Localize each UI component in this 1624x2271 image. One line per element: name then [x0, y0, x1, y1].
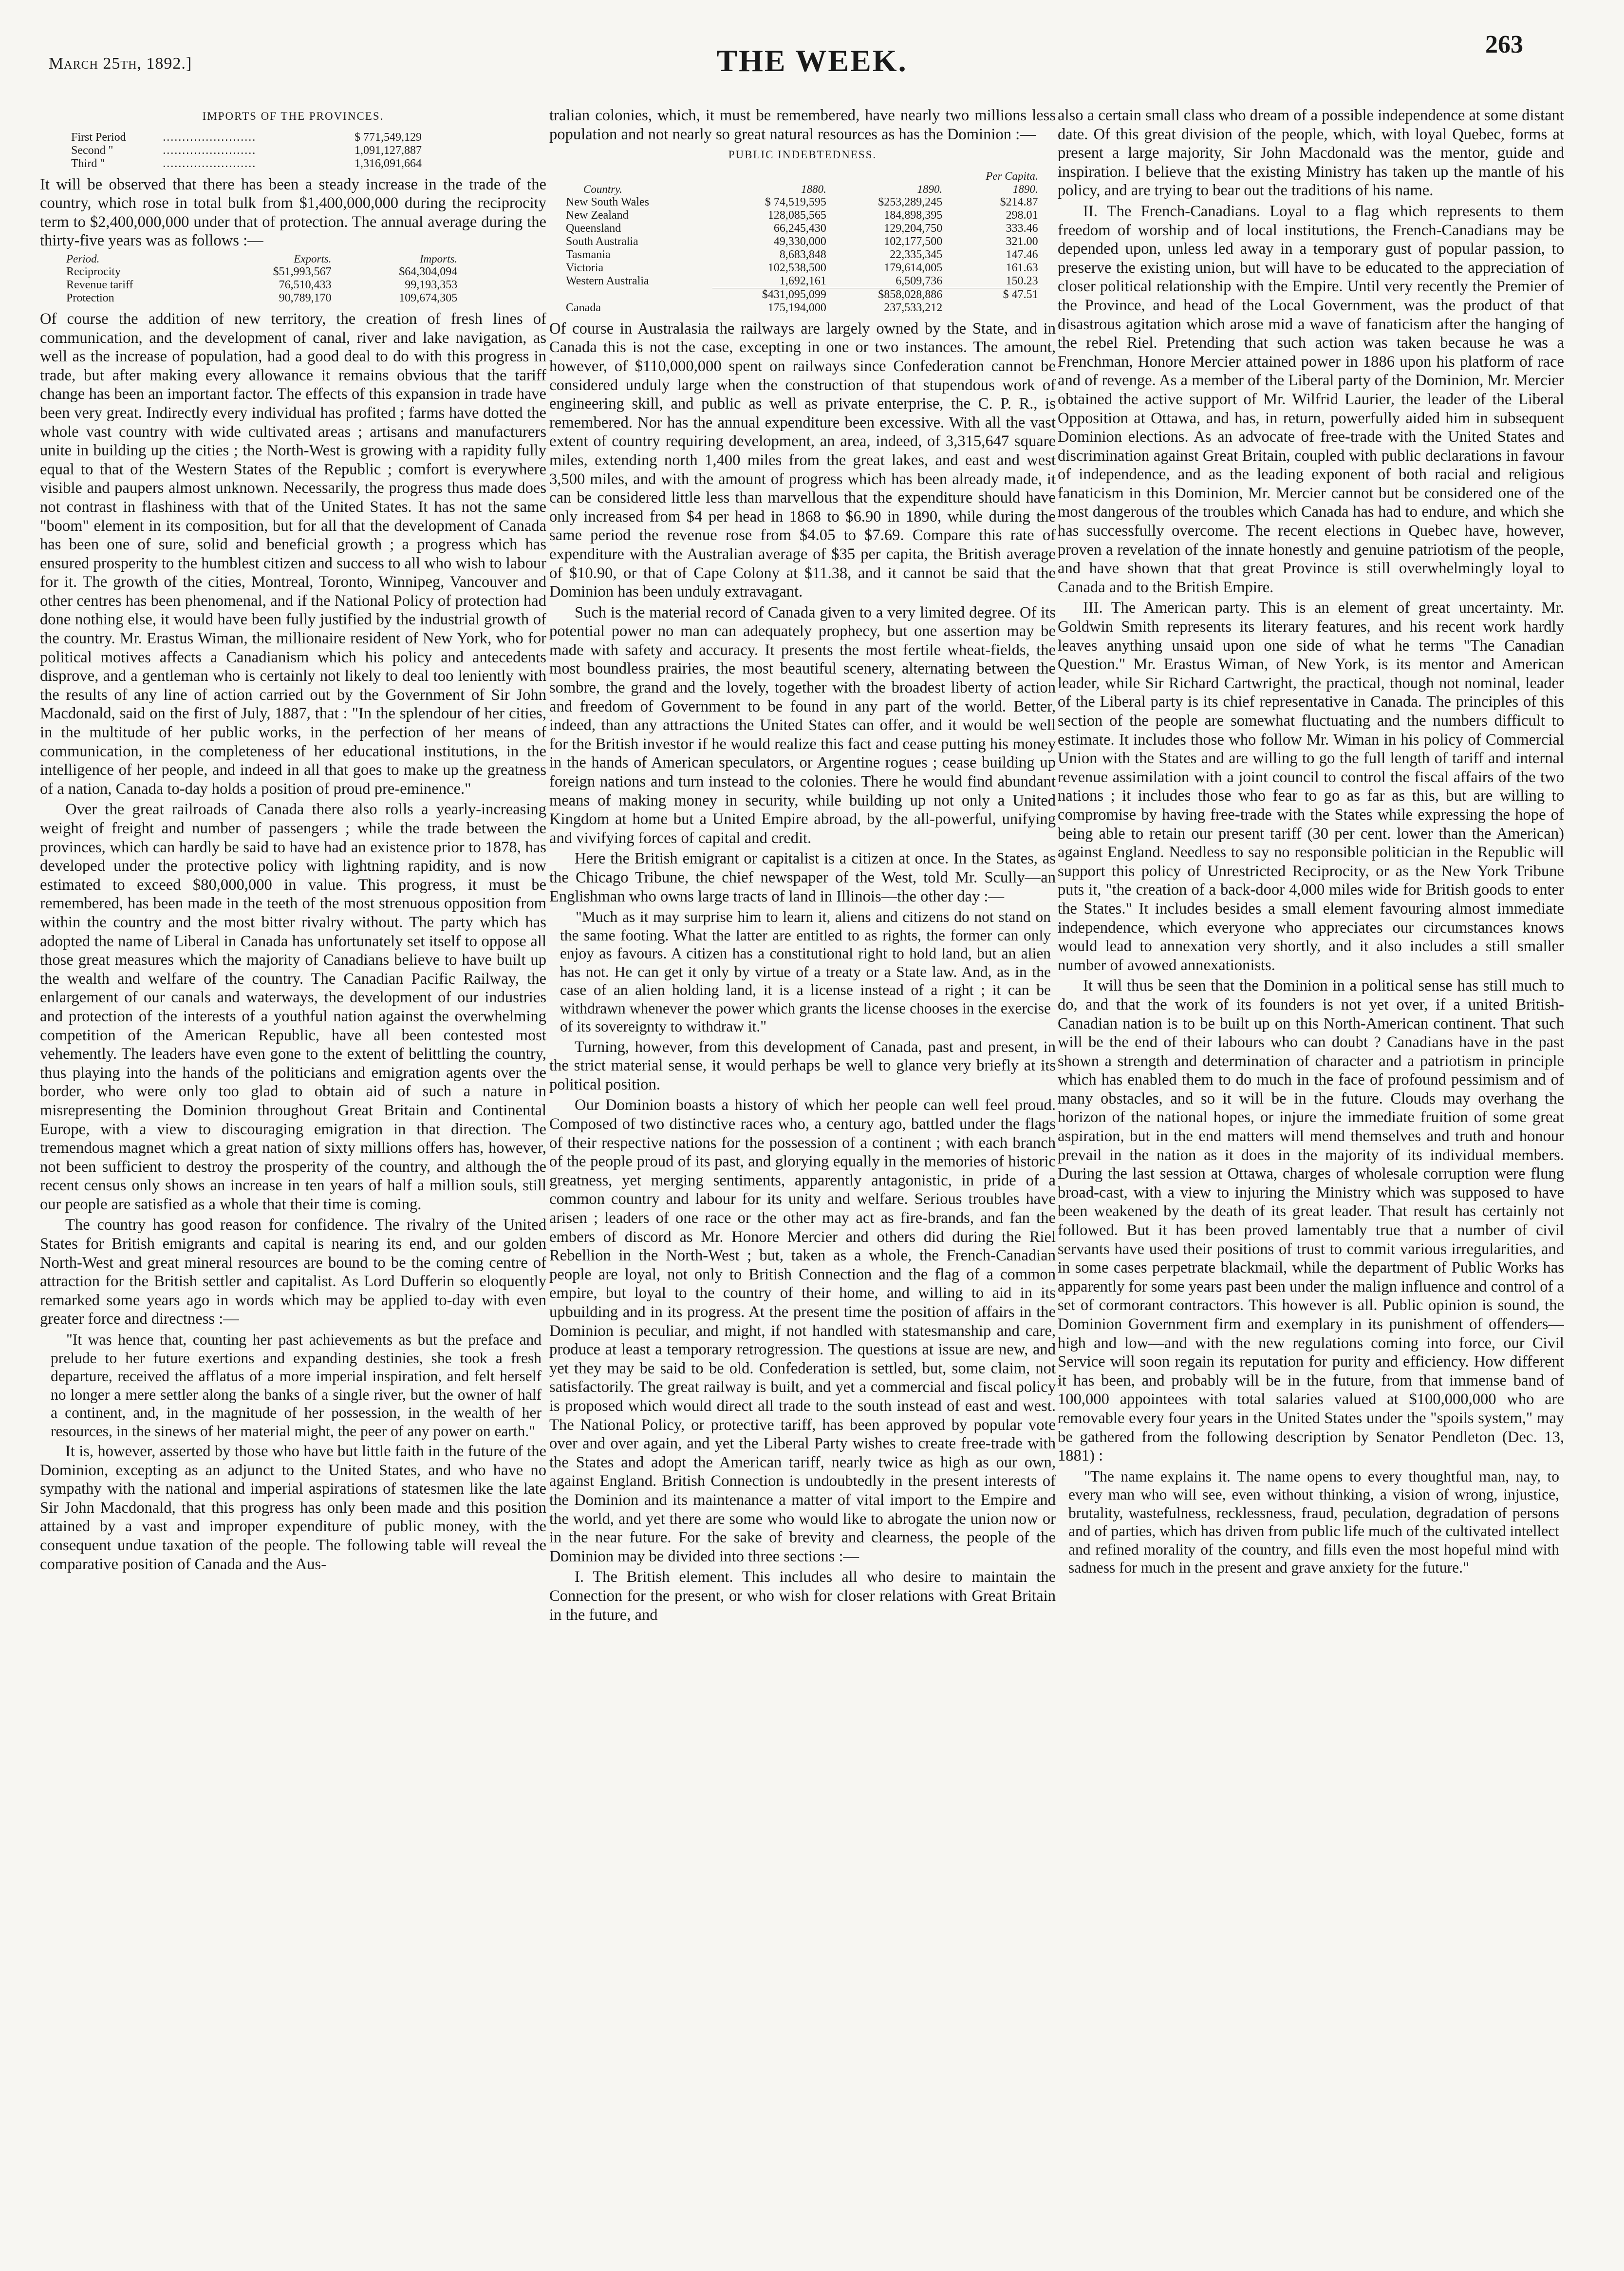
- paragraph: It will be observed that there has been a steady increase in the trade of the country, which rose in total bulk from $1,400,000,000 during the reciprocity term to $2,400,000,000 under that of protection. The annual average during the thirty-five years was as follows :—: [40, 175, 546, 250]
- table-header: Per Capita.: [986, 169, 1038, 182]
- table-cell: 175,194,000: [767, 301, 826, 314]
- table-row: [564, 196, 1040, 209]
- table-cell: New Zealand: [566, 208, 629, 222]
- column-3: [1058, 106, 1564, 2249]
- imports-table-caption: IMPORTS OF THE PROVINCES.: [202, 110, 384, 122]
- table-cell: 6,509,736: [896, 274, 943, 287]
- table-cell: Second ": [71, 144, 113, 157]
- table-header: Exports.: [294, 252, 332, 265]
- table-cell: 333.46: [1006, 222, 1038, 235]
- table-row: [69, 157, 424, 170]
- table-cell: 102,177,500: [884, 235, 943, 248]
- paragraph: It is, however, asserted by those who have but little faith in the future of the Dominion, excepting as an adjunct to the United States, and who have no sympathy with the national and imperial aspirations of statesmen like the late Sir John Macdonald, that this progress has only been made and this position attained by a vast and improper expenditure of public money, with the consequent undue taxation of the people. The following table will reveal the comparative position of Canada and the Aus-: [40, 1443, 546, 1573]
- table-row: [564, 235, 1040, 248]
- table-cell: [944, 301, 1040, 315]
- block-quote: "Much as it may surprise him to learn it, aliens and citizens do not stand on the same footing. What the latter are entitled to as rights, the former can only enjoy as favours. A citizen has a constitutional right to hold land, but an alien has not. He can get it only by virtue of a treaty or a State law. And, as in the case of an alien holding land, it is a license instead of a right ; it can be withdrawn whenever the power which grants the license chooses in the exercise of its sovereignty to withdraw it.": [560, 908, 1051, 1035]
- debt-table: [564, 169, 1040, 315]
- table-row: [64, 265, 459, 279]
- table-header: Country.: [583, 183, 622, 195]
- table-header-row: [64, 252, 459, 265]
- table-cell: 90,789,170: [279, 291, 332, 304]
- table-row: [564, 275, 1040, 288]
- table-cell: Western Australia: [566, 274, 649, 287]
- paragraph: I. The British element. This includes all who desire to maintain the Connection for the present, or who wish for closer relations with Great Britain in the future, and: [549, 1568, 1056, 1624]
- table-cell: Tasmania: [566, 248, 611, 261]
- table-header: Period.: [66, 252, 100, 265]
- page-number: 263: [1485, 31, 1523, 58]
- block-quote: "It was hence that, counting her past achievements as but the preface and prelude to her future exertions and expanding destinies, she took a fresh departure, received the afflatus of a more imperial inspiration, and felt herself no longer a mere settler along the banks of a single river, but the owner of half a continent, and, in the magnitude of her possession, in the wealth of her resources, in the sinews of her material might, the peer of any power on earth.": [51, 1331, 541, 1440]
- table-cell: $ 74,519,595: [765, 195, 826, 208]
- table-cell: 1,692,161: [779, 274, 826, 287]
- paragraph: Here the British emigrant or capitalist is a citizen at once. In the States, as the Chicago Tribune, the chief newspaper of the West, told Mr. Scully—an Englishman who owns large tracts of land in Illinois—the other day :—: [549, 850, 1056, 905]
- paragraph: Such is the material record of Canada given to a very limited degree. Of its potential power no man can adequately prophecy, but one assertion may be made with safety and accuracy. It presents the most fertile wheat-fields, the most boundless prairies, the most beautiful scenery, alternating between the sombre, the grand and the lovely, together with the broadest liberty of action and freedom of Government to be found in any part of the world. Better, indeed, than any attractions the United States can offer, and it would be well for the British investor if he would realize this fact and cease putting his money in the hands of American speculators, or Argentine rogues ; cease building up foreign nations and turn instead to the colonies. There he would find abundant means of making money in security, while building up not only a United Kingdom at home but a United Empire abroad, by the all-powerful, unifying and vivifying forces of capital and credit.: [549, 603, 1056, 847]
- table-cell: 147.46: [1006, 248, 1038, 261]
- paragraph: Over the great railroads of Canada there also rolls a yearly-increasing weight of freight and number of passengers ; while the trade between the provinces, which can hardly be said to have had an existence prior to 1878, has developed under the protective policy with lightning rapidity, and is now estimated to exceed $80,000,000 in value. This progress, it must be remembered, has been made in the teeth of the most strenuous opposition from within the country and the most bitter rivalry without. The party which has adopted the name of Liberal in Canada has unfortunately set itself to oppose all those great measures which the majority of Canadians believe to have built up the wealth and welfare of the country. The Canadian Pacific Railway, the enlargement of our canals and waterways, the development of our industries and protection of the interests of a youthful nation against the overwhelming competition of the American Republic, have all been contested most vehemently. The leaders have even gone to the extent of belittling the country, thus playing into the hands of the politicians and emigration agents over the border, who were only too glad to obtain aid of such a nature in misrepresenting the Dominion throughout Great Britain and Continental Europe, with a view to discouraging emigration in that direction. The tremendous magnet which a great nation of sixty millions offers has, however, not been sufficient to destroy the prosperity of the country, and although the recent census only shows an increase in ten years of half a million souls, still our people are satisfied as a whole that their time is coming.: [40, 801, 546, 1213]
- table-row: [564, 248, 1040, 262]
- table-cell: 8,683,848: [779, 248, 826, 261]
- paragraph: tralian colonies, which, it must be remembered, have nearly two millions less population and not nearly so great natural resources as has the Dominion :—: [549, 107, 1056, 143]
- table-cell: 109,674,305: [399, 291, 458, 304]
- leader-dots: ........................: [163, 144, 257, 157]
- table-header: 1880.: [801, 183, 826, 195]
- table-cell: $51,993,567: [273, 265, 332, 278]
- table-row: [69, 144, 424, 157]
- paragraph: Our Dominion boasts a history of which her people can well feel proud. Composed of two distinctive races who, a century ago, battled under the flags of their respective nations for the possession of a continent ; with each branch of the people proud of its past, and glorying equally in the memories of historic greatness, yet merging sentiments, apparently antagonistic, in pride of a common country and labour for its unity and welfare. Serious troubles have arisen ; leaders of one race or the other may act as fire-brands, and fan the embers of discord as Mr. Honore Mercier and others did during the Riel Rebellion in the North-West ; but, taken as a whole, the French-Canadian people are loyal, not only to British Connection and the flag of a common empire, but loyal to the country of their home, and willing to aid in its upbuilding and in its progress. At the present time the position of affairs in the Dominion is peculiar, and might, if not handled with statesmanship and care, produce at least a temporary retrogression. The questions at issue are new, and yet they may be said to be old. Confederation is settled, but, some claim, not satisfactorily. The great railway is built, and yet a commercial and fiscal policy is proposed which would direct all trade to the south instead of east and west. The National Policy, or protective tariff, has been approved by popular vote over and over again, and yet the Liberal Party wishes to create free-trade with the States and adopt the American tariff, nearly twice as high as our own, against England. British Connection is undoubtedly in the present interests of the Dominion and its maintenance a matter of vital import to the Empire and the world, and yet there are some who would like to abrogate the union now or in the near future. For the sake of brevity and clearness, the people of the Dominion may be divided into three sections :—: [549, 1096, 1056, 1565]
- table-row: [69, 131, 424, 144]
- table-cell: $858,028,886: [828, 288, 944, 301]
- table-header: 1890.: [917, 183, 943, 195]
- table-cell: New South Wales: [566, 195, 649, 208]
- table-row: [564, 209, 1040, 222]
- table-row: [564, 262, 1040, 275]
- table-cell: Reciprocity: [66, 265, 121, 278]
- paragraph: It will thus be seen that the Dominion in a political sense has still much to do, and that the work of its founders is not yet over, if a united British-Canadian nation is to be built up on this North-American continent. That such will be the end of their labours who can doubt ? Canadians have in the past shown a strength and determination of character and a patriotism in principle which has enabled them to do much in the face of profound pessimism and of many obstacles, and so it will be in the future. Clouds may overhang the horizon of the national hopes, or injure the immediate fruition of some great aspiration, but in the end matters will mend themselves and truth and honour prevail in the nation as it does in the majority of its individual members. During the last session at Ottawa, charges of wholesale corruption were flung broad-cast, with a view to injuring the Ministry which was supposed to have been weakened by the death of its great leader. That result has certainly not followed. But it has been proved lamentably true that a number of civil servants have used their positions of trust to commit various irregularities, and in some cases perpetrate blackmail, while the department of Public Works has apparently for some years past been under the malign influence and control of a set of cormorant contractors. This however is all. Public opinion is sound, the Dominion Government firm and exemplary in its punishment of offenders—high and low—and with the new regulations coming into force, our Civil Service will soon regain its reputation for purity and efficiency. How different it has been, and probably will be in the future, from that immense band of 100,000 appointees with total salaries valued at $100,000,000 who are removable every four years in the United States under the "spoils system," may be gathered from the following description by Senator Pendleton (Dec. 13, 1881) :: [1058, 977, 1564, 1465]
- column-2: [549, 106, 1056, 2249]
- table-cell: $64,304,094: [399, 265, 458, 278]
- table-cell: 298.01: [1006, 208, 1038, 222]
- table-cell: $ 47.51: [944, 288, 1040, 301]
- table-cell: First Period: [71, 131, 126, 144]
- table-row: [64, 279, 459, 292]
- table-cell: 237,533,212: [884, 301, 943, 314]
- table-cell: Canada: [566, 301, 601, 314]
- leader-dots: ........................: [163, 131, 257, 144]
- block-quote: "The name explains it. The name opens to every thoughtful man, nay, to every man who will see, even without thinking, a vision of wrong, injustice, brutality, wastefulness, recklessness, fraud, peculation, degradation of persons and of parties, which has driven from public life much of the cultivated intellect and refined morality of the country, and fills even the most hopeful mind with sadness for much in the present and grave anxiety for the future.": [1068, 1467, 1559, 1577]
- table-header: 1890.: [1012, 183, 1038, 195]
- table-header: Imports.: [419, 252, 458, 265]
- table-row: [564, 222, 1040, 235]
- table-cell: 161.63: [1006, 261, 1038, 274]
- table-cell: $ 771,549,129: [355, 131, 422, 144]
- table-cell: [564, 288, 712, 301]
- paragraph: also a certain small class who dream of a possible independence at some distant date. Of this great division of the people, which, with loyal Quebec, forms at present a large majority, Sir John Macdonald was the mentor, guide and inspiration. I believe that the existing Ministry has taken up the mantle of his policy, and are trying to bear out the traditions of his name.: [1058, 107, 1564, 200]
- paragraph: Of course in Australasia the railways are largely owned by the State, and in Canada this is not the case, excepting in one or two instances. The amount, however, of $110,000,000 spent on railways since Confederation cannot be considered unduly large when the construction of that stupendous work of engineering skill, and public as well as private enterprise, the C. P. R., is remembered. Nor has the annual expenditure been excessive. With all the vast extent of country requiring development, an area, indeed, of 3,315,647 square miles, extending north 1,400 miles from the great lakes, and east and west 3,500 miles, and with the amount of progress which has been already made, it can be considered little less than marvellous that the expenditure should have only increased from $4 per head in 1868 to $6.90 in 1890, while during the same period the revenue rose from $4.05 to $7.69. Compare this rate of expenditure with the Australian average of $35 per capita, the British average of $10.90, or that of Cape Colony at $11.38, and it cannot be said that the Dominion has been unduly extravagant.: [549, 319, 1056, 601]
- table-cell: Protection: [66, 291, 114, 304]
- table-cell: 128,085,565: [767, 208, 826, 222]
- period-table: [64, 252, 459, 305]
- table-header-row: [564, 169, 1040, 183]
- issue-date: March 25th, 1892.]: [49, 55, 192, 73]
- table-cell: 22,335,345: [890, 248, 943, 261]
- table-cell: 76,510,433: [279, 278, 332, 291]
- paragraph: Of course the addition of new territory, the creation of fresh lines of communication, and the development of canal, river and lake navigation, as well as the increase of population, had a good deal to do with this progress in trade, but after making every allowance it remains obvious that the tariff change has been an important factor. The effects of this expansion in trade have been very great. Indirectly every individual has profited ; farms have dotted the whole vast country with wide cultivated areas ; artisans and manufacturers unite in building up the cities ; the North-West is growing with a rapidity fully equal to that of the Western States of the Republic ; comfort is everywhere visible and paupers almost unknown. Necessarily, the progress thus made does not contrast in flashiness with that of the United States. It has not the same "boom" element in its composition, but for all that the development of Canada has been one of sure, solid and beneficial growth ; a progress which has ensured prosperity to the humblest citizen and success to all who wish to labour for it. The growth of the cities, Montreal, Toronto, Winnipeg, Vancouver and other centres has been phenomenal, and if the National Policy of protection had done nothing else, it would have been fully justified by the industrial growth of the country. Mr. Erastus Wiman, the millionaire resident of New York, who for political motives affects a Canadianism which his policy and antecedents disprove, and a gentleman who is certainly not likely to deal too leniently with the results of any line of action carried out by the Government of Sir John Macdonald, said on the first of July, 1887, that : "In the splendour of her cities, in the multitude of her public works, in the perfection of her means of communication, in the completeness of her educational institutions, in the intelligence of her people, and indeed in all that goes to make up the greatness of a nation, Canada to-day holds a position of proud pre-eminence.": [40, 310, 546, 798]
- table-cell: Third ": [71, 157, 105, 170]
- table-cell: $431,095,099: [712, 288, 828, 301]
- paragraph: The country has good reason for confidence. The rivalry of the United States for British emigrants and capital is nearing its end, and our golden North-West and great mineral resources are bound to be the coming centre of attraction for the British settler and capitalist. As Lord Dufferin so eloquently remarked some years ago in words which may be applied to-day with even greater force and directness :—: [40, 1216, 546, 1328]
- table-cell: 179,614,005: [884, 261, 943, 274]
- debt-table-caption: PUBLIC INDEBTEDNESS.: [728, 149, 877, 161]
- table-cell: $214.87: [1000, 195, 1038, 208]
- paragraph: III. The American party. This is an element of great uncertainty. Mr. Goldwin Smith represents its literary features, and his recent work hardly leaves anything unsaid upon one side of what he terms "The Canadian Question." Mr. Erastus Wiman, of New York, is its mentor and American leader, while Sir Richard Cartwright, the practical, though not nominal, leader of the Liberal party is its chief representative in Canada. The principles of this section of the people are somewhat fluctuating and the numbers difficult to estimate. It includes those who follow Mr. Wiman in his policy of Commercial Union with the States and are willing to go the full length of tariff and internal revenue assimilation with a joint council to control the fiscal affairs of the two nations ; it includes those who fear to go as far as this, but are willing to compromise by having free-trade with the States while expressing the hope of being able to retain our present tariff (30 per cent. lower than the American) against England. Needless to say no responsible politician in the Republic will support this policy of Unrestricted Reciprocity, or as the New York Tribune puts it, "the creation of a back-door 4,000 miles wide for British goods to enter the States." It includes besides a small element favouring almost immediate independence, which everyone who appreciates our circumstances knows would lead to annexation very shortly, and it also includes a still smaller number of avowed annexationists.: [1058, 599, 1564, 974]
- table-cell: 102,538,500: [767, 261, 826, 274]
- table-cell: 321.00: [1006, 235, 1038, 248]
- table-cell: 66,245,430: [773, 222, 826, 235]
- table-total-row: [564, 288, 1040, 301]
- table-cell: 184,898,395: [884, 208, 943, 222]
- table-row: [64, 292, 459, 305]
- leader-dots: ........................: [163, 157, 257, 170]
- table-cell: 49,330,000: [773, 235, 826, 248]
- paragraph: II. The French-Canadians. Loyal to a flag which represents to them freedom of worship and of local institutions, the French-Canadians may be depended upon, unless led away in a temporary gust of popular passion, to preserve the existing union, but will have to be educated to the appreciation of closer political relationship with the Empire. Until very recently the Premier of the Province, and head of the Local Government, was the product of that disastrous agitation which arose mid a wave of fanaticism after the hanging of the rebel Riel. Pretending that such action was taken because he was a Frenchman, Honore Mercier attained power in 1886 upon his platform of race and of revenge. As a member of the Liberal party of the Dominion, Mr. Mercier obtained the active support of Mr. Wilfrid Laurier, the leader of the Liberal Opposition at Ottawa, and has, in return, powerfully aided him in subsequent Dominion elections. As an advocate of free-trade with the United States and discrimination against Great Britain, coupled with public declarations in favour of independence, and as the leading exponent of both racial and religious fanaticism in this Dominion, Mr. Mercier cannot but be considered one of the most dangerous of the troubles which Canada has had to endure, and which she has successfully overcome. The recent elections in Quebec have, however, proven a revelation of the innate honestly and genuine patriotism of the people, and have shown that that great Province is still overwhelmingly loyal to Canada and to the British Empire.: [1058, 202, 1564, 596]
- table-cell: South Australia: [566, 235, 638, 248]
- table-cell: Queensland: [566, 222, 621, 235]
- page-header: [0, 0, 1624, 97]
- column-1: [40, 106, 546, 2249]
- table-cell: 1,091,127,887: [355, 144, 422, 157]
- imports-table: [69, 131, 424, 170]
- masthead-title: THE WEEK.: [716, 43, 908, 78]
- table-row: [564, 301, 1040, 315]
- paragraph: Turning, however, from this development of Canada, past and present, in the strict material sense, it would perhaps be well to glance very briefly at its political position.: [549, 1038, 1056, 1093]
- table-cell: 1,316,091,664: [355, 157, 422, 170]
- table-header-row: [564, 183, 1040, 196]
- table-cell: 99,193,353: [405, 278, 458, 291]
- table-cell: Victoria: [566, 261, 604, 274]
- table-cell: 129,204,750: [884, 222, 943, 235]
- table-cell: 150.23: [1006, 274, 1038, 287]
- table-cell: $253,289,245: [878, 195, 943, 208]
- table-cell: Revenue tariff: [66, 278, 133, 291]
